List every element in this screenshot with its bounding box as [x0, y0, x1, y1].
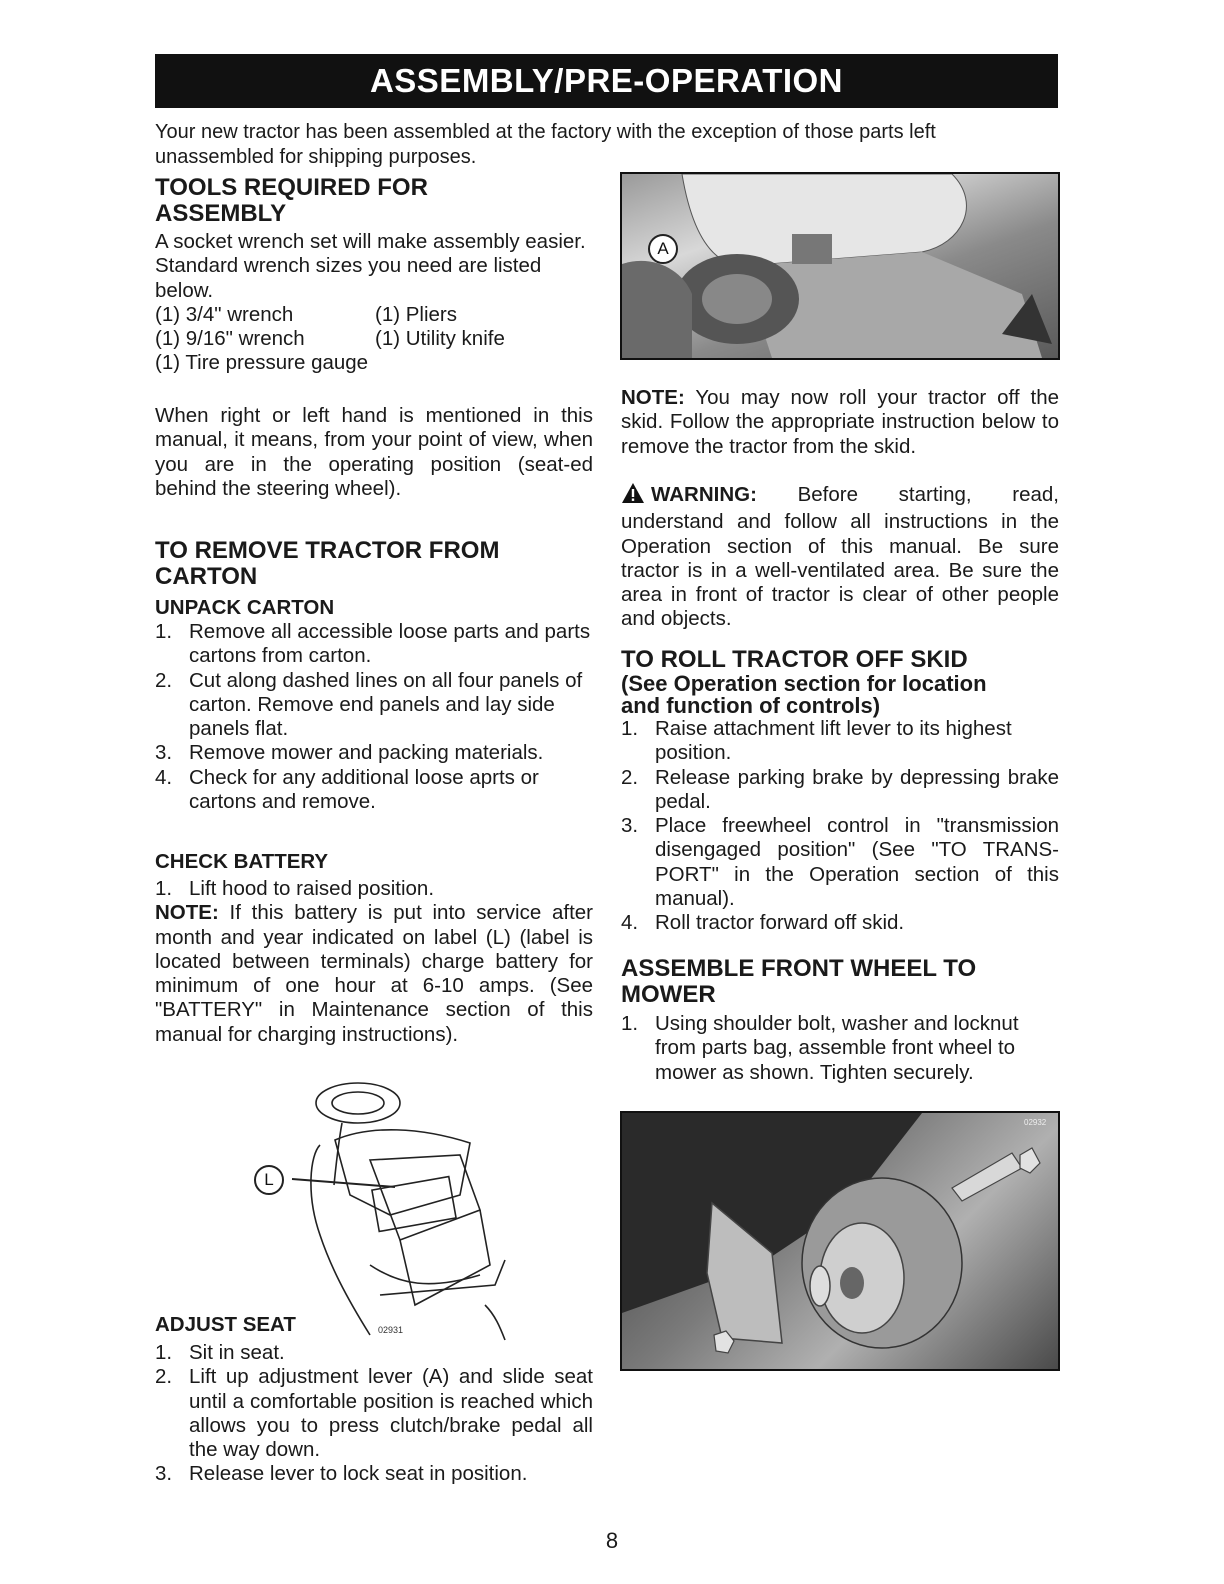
front-wheel-section [621, 956, 1059, 1085]
list-item: 2. Cut along dashed lines on all four panels of carton. Remove end panels and lay side panels flat. [155, 668, 583, 741]
warning-block: WARNING: Before starting, read, understand and follow all instructions in the Operation section of this manual. Be sure tractor is in a well-ventilated area. Be sure the area in front of tractor is clear of other people and objects. [621, 483, 1059, 631]
remove-heading: TO REMOVE TRACTOR FROM CARTON [155, 537, 500, 590]
battery-heading: CHECK BATTERY [155, 850, 329, 873]
front-wheel-steps [621, 1012, 1059, 1085]
seat-callout-label: A [648, 234, 678, 264]
remove-section [155, 538, 593, 814]
warning-icon [621, 482, 645, 510]
battery-section [155, 850, 593, 1047]
list-item: 3. Remove mower and packing materials. [155, 741, 544, 765]
list-item: 4. Check for any additional loose aprts or cartons and remove. [155, 765, 539, 814]
battery-note: NOTE: If this battery is put into service after month and year indicated on label (L) (label is located between terminals) charge battery for minimum of one hour at 6-10 amps. (See "BATTERY" in Maintenance section of this manual for charging instructions). [155, 901, 593, 1046]
intro-text: Your new tractor has been assembled at the factory with the exception of those parts left unassembled for shipping purposes. [155, 121, 936, 168]
page-number: 8 [605, 1528, 619, 1553]
battery-drawing [250, 1065, 520, 1350]
tools-section [155, 175, 593, 376]
front-wheel-drawing [622, 1113, 1058, 1369]
unpack-heading: UNPACK CARTON [155, 596, 335, 619]
tool-item: (1) 9/16" wrench [155, 327, 305, 351]
battery-callout-label: L [254, 1165, 284, 1195]
tool-item: (1) Utility knife [375, 327, 505, 351]
list-item: 3. Place freewheel control in "transmission disengaged position" (See "TO TRANS-PORT" in the Operation section of this manual). [621, 814, 1059, 911]
hand-note: When right or left hand is mentioned in this manual, it means, from your point of view, when you are in the operating position (seat-ed behind the steering wheel). [155, 404, 593, 500]
tool-item: (1) Pliers [375, 302, 458, 326]
roll-steps [621, 717, 1059, 936]
list-item: 3. Release lever to lock seat in position. [155, 1462, 528, 1486]
front-wheel-heading: ASSEMBLE FRONT WHEEL TO MOWER [621, 955, 977, 1008]
tool-item: (1) 3/4" wrench [155, 302, 294, 326]
seat-heading: ADJUST SEAT [155, 1313, 296, 1336]
list-item: 1. Raise attachment lift lever to its highest position. [621, 717, 1012, 765]
roll-section [621, 647, 1059, 936]
roll-subheading: (See Operation section for location and function of controls) [621, 671, 987, 718]
section-banner: ASSEMBLY/PRE-OPERATION [155, 54, 1058, 108]
list-item: 4. Roll tractor forward off skid. [621, 911, 905, 935]
seat-drawing [622, 174, 1058, 358]
battery-illustration [250, 1065, 520, 1350]
list-item: 2. Release parking brake by depressing brake pedal. [621, 765, 1059, 813]
tools-list [155, 303, 593, 376]
tools-text: A socket wrench set will make assembly easier. Standard wrench sizes you need are listed below. [155, 230, 586, 302]
seat-photo [620, 172, 1060, 360]
list-item: 1. Remove all accessible loose parts and parts cartons from carton. [155, 620, 591, 668]
tools-heading: TOOLS REQUIRED FOR ASSEMBLY [155, 174, 428, 227]
skid-note: NOTE: You may now roll your tractor off the skid. Follow the appropriate instruction below to remove the tractor from the skid. [621, 386, 1059, 458]
front-wheel-figure-code: 02932 [1024, 1118, 1047, 1127]
list-item: 1. Sit in seat. [155, 1341, 285, 1364]
list-item: 1. Using shoulder bolt, washer and locknut from parts bag, assemble front wheel to mower as shown. Tighten securely. [621, 1012, 1019, 1084]
tool-item: (1) Tire pressure gauge [155, 351, 369, 375]
seat-section [155, 1313, 593, 1487]
battery-figure-code: 02931 [378, 1325, 404, 1335]
list-item: 1. Lift hood to raised position. [155, 877, 435, 900]
front-wheel-photo [620, 1111, 1060, 1371]
roll-heading: TO ROLL TRACTOR OFF SKID [621, 646, 968, 673]
battery-steps [155, 877, 593, 901]
list-item: 2. Lift up adjustment lever (A) and slide seat until a comfortable position is reached which allows you to press clutch/brake pedal all the way down. [155, 1365, 593, 1462]
unpack-steps [155, 620, 593, 814]
seat-steps [155, 1341, 593, 1487]
